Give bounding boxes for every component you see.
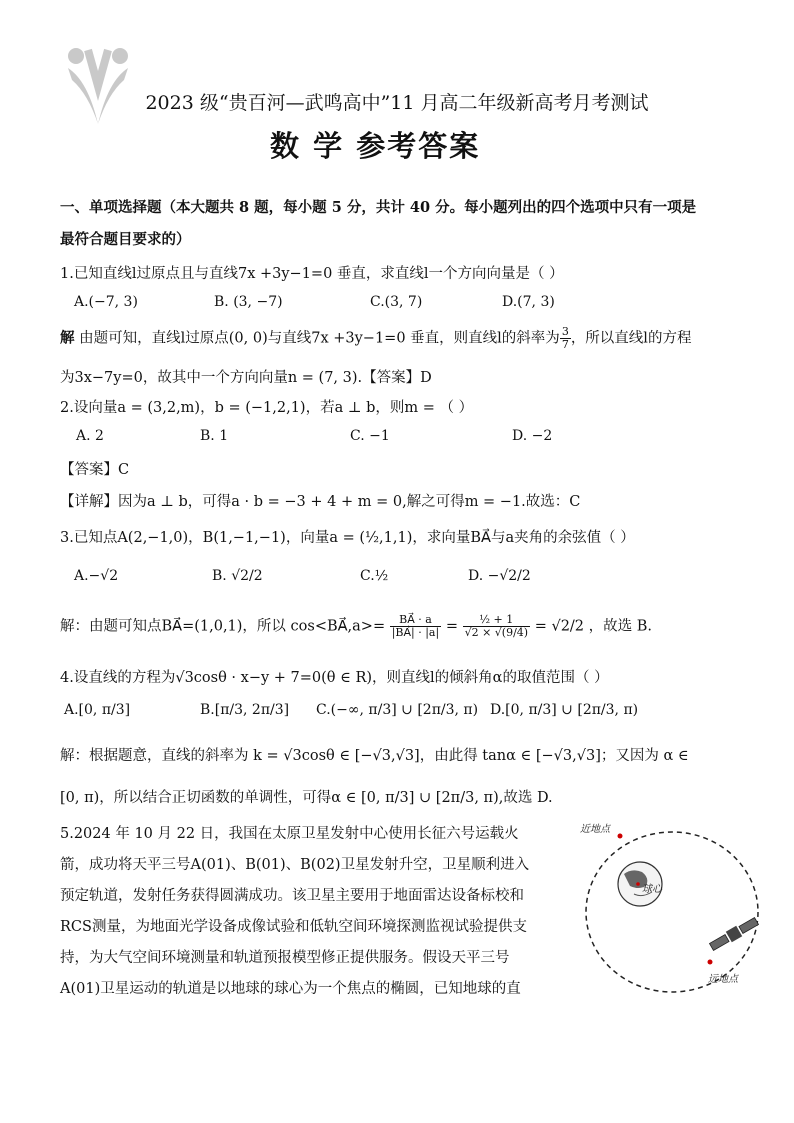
q4-option-b: B.[π/3, 2π/3] [200,702,290,718]
q4-option-c: C.(−∞, π/3] ∪ [2π/3, π) [316,702,479,718]
question-4-stem: 4.设直线的方程为√3cosθ · x−y + 7=0(θ ∈ R)，则直线l的倾斜角α的取值范围（ ） [60,670,609,686]
question-5-line: 持，为大气空间环境测量和轨道预报模型修正提供服务。假设天平三号 [60,950,510,966]
q2-option-a: A. 2 [76,428,104,444]
orbit-diagram [572,812,780,998]
q1-solution-line1: 解 由题可知，直线l过原点(0, 0)与直线7x +3y−1=0 垂直，则直线l的斜率为 $\frac{3}{7}$ ，所以直线l的方程 [60,325,692,351]
q3-option-c: C.½ [360,568,389,584]
q4-solution-line1: 解：根据题意，直线的斜率为 k = √3cosθ ∈ [−√3,√3]，由此得 tanα ∈ [−√3,√3]；又因为 α ∈ [60,748,689,764]
page-title: 2023 级“贵百河—武鸣高中”11 月高二年级新高考月考测试 [145,92,649,114]
question-5-line: RCS测量，为地面光学设备成像试验和低轨空间环境探测监视试验提供支 [60,919,527,935]
page-subtitle: 数 学 参考答案 [270,129,481,163]
q2-detail: 【详解】因为a ⊥ b，可得a · b = −3 + 4 + m = 0,解之可得m = −1.故选：C [60,494,581,510]
near-point-marker [618,834,623,839]
q1-solution-label: 解 [60,329,75,347]
q4-option-d: D.[0, π/3] ∪ [2π/3, π) [490,702,639,718]
question-5-line: 箭，成功将天平三号A(01)、B(01)、B(02)卫星发射升空，卫星顺利进入 [60,857,530,873]
question-3-stem: 3.已知点A(2,−1,0)，B(1,−1,−1)，向量a = (½,1,1)，求向量BA⃗与a夹角的余弦值（ ） [60,530,635,546]
q4-solution-line2: [0, π)，所以结合正切函数的单调性，可得α ∈ [0, π/3] ∪ [2π/3, π),故选 D. [60,790,553,806]
q1-solution-line2: 为3x−7y=0，故其中一个方向向量n = (7, 3).【答案】D [60,370,432,386]
q1-slope-fraction: $\frac{3}{7}$ [561,325,569,351]
q2-option-b: B. 1 [200,428,229,444]
center-point [636,882,640,886]
section-heading: 一、单项选择题（本大题共 8 题，每小题 5 分，共计 40 分。每小题列出的四个选项中只有一项是 [60,199,697,216]
q2-answer: 【答案】C [60,462,130,478]
far-point-label: 远地点 [708,974,738,985]
question-1-stem: 1.已知直线l过原点且与直线7x +3y−1=0 垂直，求直线l一个方向向量是（ ） [60,266,564,282]
q1-option-a: A.(−7, 3) [74,294,138,310]
q4-option-a: A.[0, π/3] [64,702,131,718]
q3-solution: 解：由题可知点BA⃗=(1,0,1)，所以 cos<BA⃗,a>= $\frac{BA⃗ \cdot a}{|BA⃗| \cdot |a|}$ = $\frac{\text{½ + 1}}{√2 \times √(9/4)}$ = √2/2 ，故选 B. [60,613,653,639]
q1-option-c: C.(3, 7) [370,294,423,310]
center-label: 球心 [642,884,662,895]
question-2-stem: 2.设向量a = (3,2,m)，b = (−1,2,1)，若a ⊥ b，则m = （ ） [60,400,474,416]
q3-option-b: B. √2/2 [212,568,263,584]
q3-cos-fraction: $\frac{BA⃗ \cdot a}{|BA⃗| \cdot |a|}$ [391,613,440,639]
section-heading-cont: 最符合题目要求的） [60,231,191,248]
question-5-line: 预定轨道，发射任务获得圆满成功。该卫星主要用于地面雷达设备标校和 [60,888,524,904]
q2-option-d: D. −2 [512,428,553,444]
near-point-label: 近地点 [580,824,610,835]
q1-option-b: B. (3, −7) [214,294,283,310]
question-5-line: 5.2024 年 10 月 22 日，我国在太原卫星发射中心使用长征六号运载火 [60,826,519,842]
q2-option-c: C. −1 [350,428,390,444]
q3-value-fraction: $\frac{\text{½ + 1}}{√2 \times √(9/4)}$ [464,613,529,639]
satellite-icon [708,916,759,952]
question-5-line: A(01)卫星运动的轨道是以地球的球心为一个焦点的椭圆，已知地球的直 [60,981,521,997]
q3-option-a: A.−√2 [74,568,119,584]
q3-option-d: D. −√2/2 [468,568,531,584]
far-point-marker [708,960,713,965]
q1-option-d: D.(7, 3) [502,294,555,310]
orbit-ellipse [586,832,758,992]
